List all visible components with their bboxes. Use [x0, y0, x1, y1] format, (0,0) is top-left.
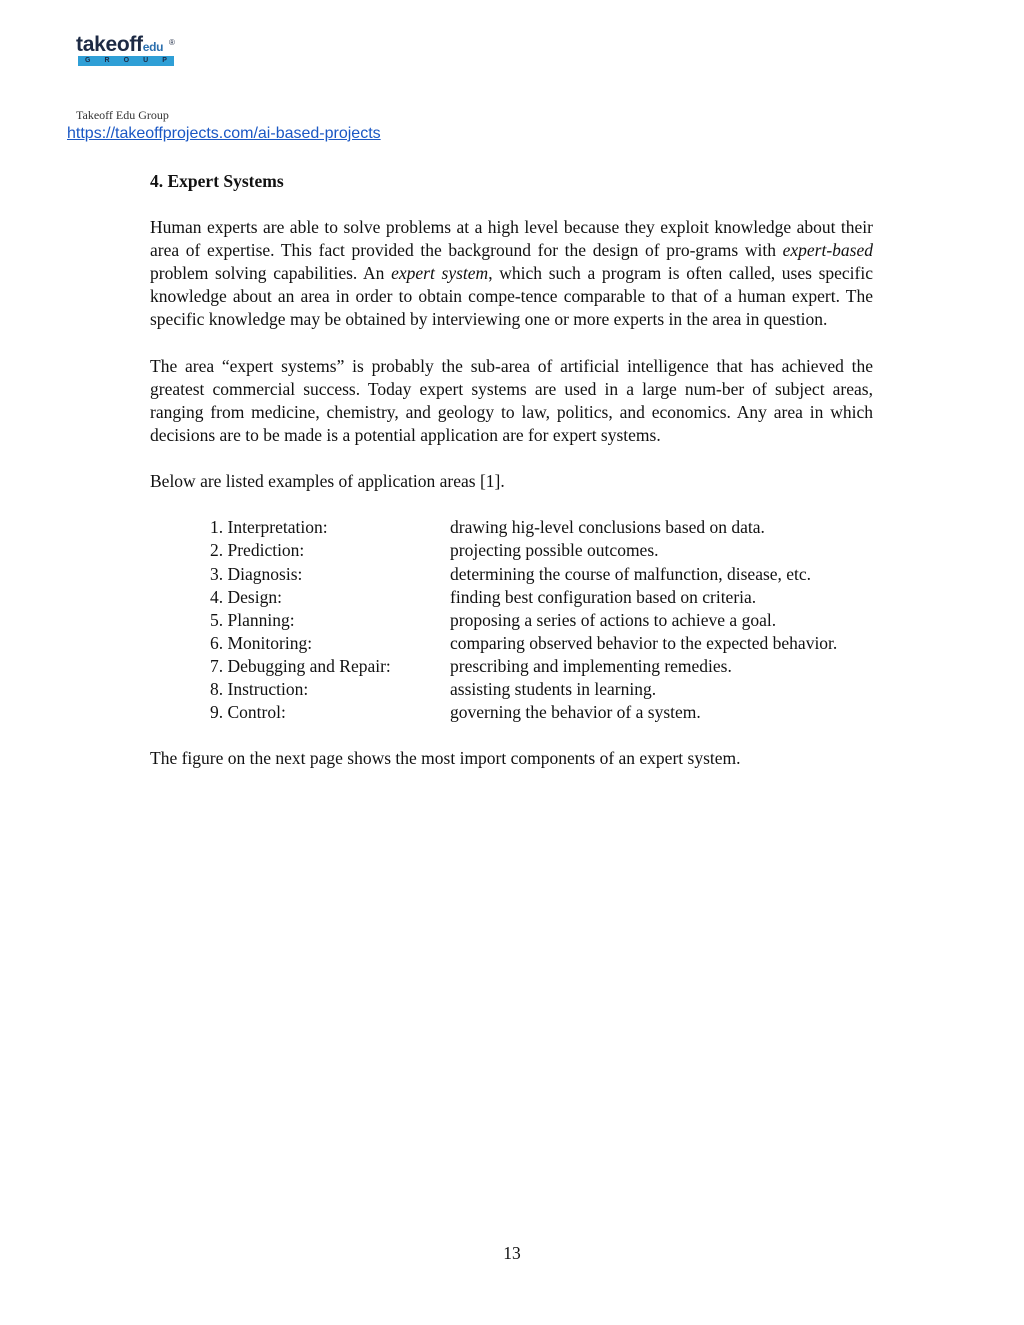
- projects-link[interactable]: https://takeoffprojects.com/ai-based-projects: [67, 125, 381, 142]
- list-item: [210, 516, 873, 539]
- paragraph-gap: [150, 724, 873, 747]
- logo-group-bar: [78, 56, 174, 66]
- logo-registered-mark: ®: [169, 38, 175, 47]
- logo-bar-letter: O: [123, 57, 130, 64]
- paragraph-figure-note: The figure on the next page shows the most import components of an expert system.: [150, 748, 741, 769]
- emphasis-expert-based: expert-based: [782, 240, 873, 261]
- paragraph-gap: [150, 493, 873, 516]
- company-logo: [76, 34, 176, 70]
- application-description: proposing a series of actions to achieve a goal.: [450, 609, 777, 630]
- company-name: Takeoff Edu Group: [76, 108, 169, 122]
- application-areas-list: [150, 516, 873, 724]
- list-item: [210, 586, 873, 609]
- application-label: 6. Monitoring:: [210, 632, 313, 653]
- paragraph-gap: [150, 193, 873, 216]
- paragraph-gap: [150, 332, 873, 355]
- application-label: 7. Debugging and Repair:: [210, 655, 391, 676]
- logo-edu: edu: [142, 40, 164, 54]
- list-item: [210, 609, 873, 632]
- application-description: projecting possible outcomes.: [450, 540, 659, 561]
- application-description: assisting students in learning.: [450, 678, 657, 699]
- paragraph-gap: [150, 447, 873, 470]
- paragraph-list-intro: Below are listed examples of application areas [1].: [150, 471, 505, 492]
- application-description: finding best configuration based on criteria.: [450, 586, 757, 607]
- paragraph-text: , which such a program is often called, uses specific knowledge about an area in order to obtain compe-tence comparable to that of a human expert. The specific knowledge may be obtained by interviewing one or more experts in the area in question.: [150, 263, 873, 330]
- paragraph-intro: [150, 216, 873, 331]
- application-description: prescribing and implementing remedies.: [450, 655, 732, 676]
- paragraph-text: Human experts are able to solve problems at a high level because they exploit knowledge about their area of expertise. This fact provided the background for the design of pro-grams with: [150, 217, 873, 261]
- logo-bar-letter: R: [104, 57, 110, 64]
- application-label: 4. Design:: [210, 586, 282, 607]
- application-description: comparing observed behavior to the expected behavior.: [450, 632, 838, 653]
- paragraph-text: problem solving capabilities. An: [150, 263, 392, 284]
- list-item: [210, 563, 873, 586]
- logo-bar-letter: P: [162, 57, 167, 64]
- document-body: [150, 170, 873, 770]
- application-label: 3. Diagnosis:: [210, 563, 303, 584]
- logo-bar-letter: G: [85, 57, 91, 64]
- logo-word: takeoff: [76, 33, 143, 56]
- logo-bar-letter: U: [143, 57, 149, 64]
- list-item: [210, 632, 873, 655]
- application-label: 1. Interpretation:: [210, 517, 328, 538]
- application-description: determining the course of malfunction, disease, etc.: [450, 563, 812, 584]
- application-description: governing the behavior of a system.: [450, 702, 701, 723]
- application-label: 9. Control:: [210, 702, 286, 723]
- application-description: drawing hig-level conclusions based on data.: [450, 517, 765, 538]
- list-item: [210, 701, 873, 724]
- list-item: [210, 678, 873, 701]
- application-label: 2. Prediction:: [210, 540, 305, 561]
- logo-wordmark: [76, 34, 163, 58]
- application-label: 5. Planning:: [210, 609, 295, 630]
- paragraph-success: The area “expert systems” is probably the sub-area of artificial intelligence that has achieved the greatest commercial success. Today expert systems are used in a large num-ber of subject areas, ranging from medicine, chemistry, and geology to law, politics, and economics. Any area in which decisions are to be made is a potential application are for expert systems.: [150, 355, 873, 445]
- list-item: [210, 539, 873, 562]
- list-item: [210, 655, 873, 678]
- section-heading: 4. Expert Systems: [150, 171, 284, 191]
- page-number: 13: [503, 1243, 521, 1263]
- application-label: 8. Instruction:: [210, 678, 309, 699]
- emphasis-expert-system: expert system: [391, 263, 489, 284]
